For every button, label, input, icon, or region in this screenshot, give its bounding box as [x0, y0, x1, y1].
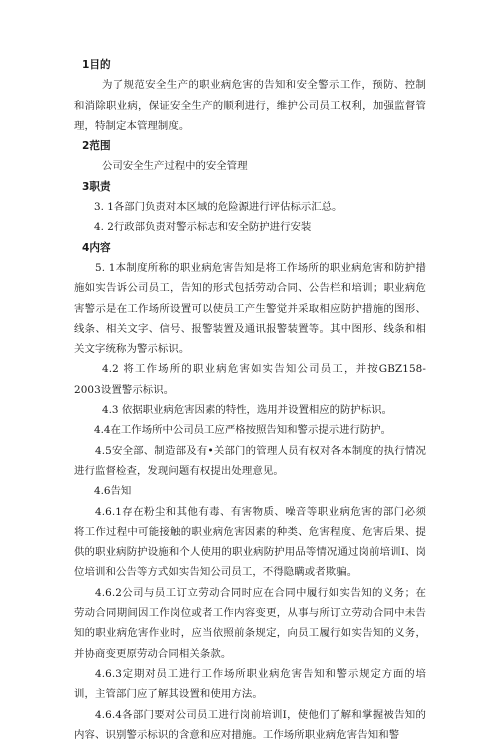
content-paragraph-4-5: 4.5安全部、制造部及有•关部门的管理人员有权对各本制度的执行情况进行监督检查，发现问题有权提出处理意见。 [74, 441, 426, 482]
purpose-paragraph: 为了规范安全生产的职业病危害的告知和安全警示工作，预防、控制和消除职业病，保证安全生产的顺利进行，维护公司员工权利，加强监督管理，特制定本管理制度。 [74, 75, 426, 136]
content-paragraph-4-6: 4.6告知 [74, 481, 426, 501]
duty-item-2: 4. 2行政部负责对警示标志和安全防护进行安装 [74, 217, 426, 237]
section-heading-purpose: 1目的 [74, 55, 426, 75]
content-paragraph-4-4: 4.4在工作场所中公司员工应严格按照告知和警示提示进行防护。 [74, 420, 426, 440]
content-paragraph-5-1: 5. 1本制度所称的职业病危害告知是将工作场所的职业病危害和防护措施如实告诉公司员工，告知的形式包括劳动合同、公告栏和培训；职业病危害警示是在工作场所设置可以使员工产生警觉并采取相应防护措施的图形、线条、相关文字、信号、报警装置及通讯报警装置等。其中图形、线条和相关文字统称为警示标识。 [74, 258, 426, 359]
content-paragraph-4-6-3: 4.6.3定期对员工进行工作场所职业病危害告知和警示规定方面的培训，主管部门应了解其设置和使用方法。 [74, 664, 426, 705]
scope-paragraph: 公司安全生产过程中的安全管理 [74, 156, 426, 176]
content-paragraph-4-6-4: 4.6.4各部门要对公司员工进行岗前培训Ⅰ，使他们了解和掌握被告知的内容、识别警示标识的含意和应对措施。工作场所职业病危害告知和警 [74, 705, 426, 745]
section-heading-duties: 3职责 [74, 177, 426, 197]
content-paragraph-4-6-2: 4.6.2公司与员工订立劳动合同时应在合同中履行如实告知的义务；在劳动合同期间因工作岗位或者工作内容变更，从事与所订立劳动合同中未告知的职业病危害作业时，应当依照前条规定，向员工履行如实告知的义务，并协商变更原劳动合同相关条款。 [74, 583, 426, 664]
content-paragraph-4-2: 4.2 将工作场所的职业病危害如实告知公司员工，并按GBZ158-2003设置警示标识。 [74, 359, 426, 400]
content-paragraph-4-6-1: 4.6.1存在粉尘和其他有毒、有害物质、噪音等职业病危害的部门必须将工作过程中可能接触的职业病危害因素的种类、危害程度、危害后果、提供的职业病防护设施和个人使用的职业病防护用品等情况通过岗前培训Ⅰ、岗位培训和公告等方式如实告知公司员工，不得隐瞒或者欺骗。 [74, 502, 426, 583]
document-page [74, 55, 426, 745]
section-heading-content: 4内容 [74, 238, 426, 258]
content-paragraph-4-3: 4.3 依据职业病危害因素的特性，选用并设置相应的防护标识。 [74, 400, 426, 420]
duty-item-1: 3. 1各部门负责对本区域的危险源进行评估标示汇总。 [74, 197, 426, 217]
section-heading-scope: 2范围 [74, 136, 426, 156]
